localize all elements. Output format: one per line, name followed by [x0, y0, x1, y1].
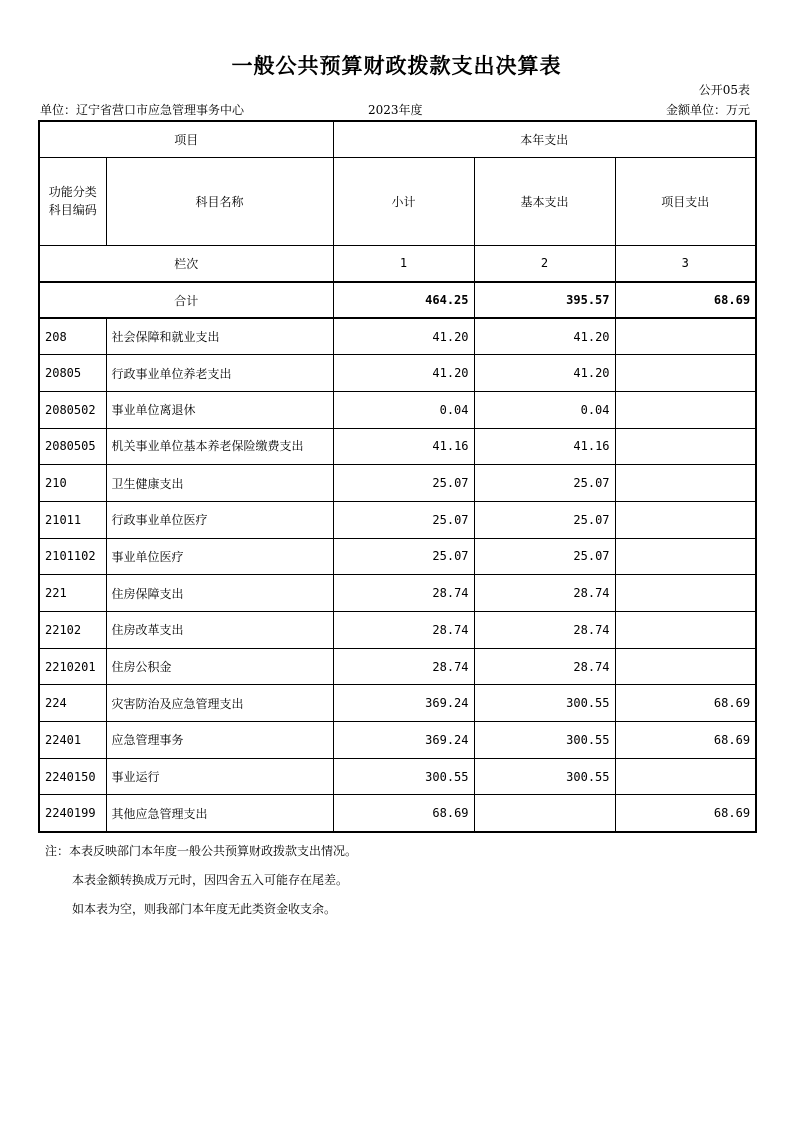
row-project: [615, 501, 756, 538]
year-label: 2023年度: [368, 103, 423, 117]
note-2: 本表金额转换成万元时，因四舍五入可能存在尾差。: [72, 873, 349, 887]
row-subtotal: 68.69: [333, 795, 474, 832]
row-code: 2080505: [39, 428, 106, 465]
row-subtotal: 41.20: [333, 318, 474, 355]
row-subtotal: 41.20: [333, 355, 474, 392]
row-project: [615, 575, 756, 612]
header-row-1: [39, 121, 756, 157]
row-code: 22102: [39, 612, 106, 649]
row-subtotal: 28.74: [333, 575, 474, 612]
row-basic: 28.74: [474, 612, 615, 649]
row-project: [615, 648, 756, 685]
row-project: [615, 758, 756, 795]
row-subtotal: 25.07: [333, 465, 474, 502]
row-name: 事业运行: [106, 758, 333, 795]
table-row: [39, 685, 756, 722]
table-row: [39, 795, 756, 832]
row-project: [615, 538, 756, 575]
row-name: 住房公积金: [106, 648, 333, 685]
header-project: 项目支出: [615, 157, 756, 245]
row-project: [615, 391, 756, 428]
header-func-code: [39, 157, 106, 245]
row-code: 20805: [39, 355, 106, 392]
table-row: [39, 428, 756, 465]
row-code: 208: [39, 318, 106, 355]
row-basic: 300.55: [474, 722, 615, 759]
row-subtotal: 25.07: [333, 538, 474, 575]
table-row: [39, 758, 756, 795]
header-func-code-line1: 功能分类: [48, 185, 97, 199]
row-name: 社会保障和就业支出: [106, 318, 333, 355]
row-basic: 25.07: [474, 501, 615, 538]
column-number-label: 栏次: [39, 245, 333, 282]
row-project: 68.69: [615, 685, 756, 722]
notes: [45, 837, 357, 924]
row-name: 灾害防治及应急管理支出: [106, 685, 333, 722]
header-basic: 基本支出: [474, 157, 615, 245]
row-name: 事业单位医疗: [106, 538, 333, 575]
row-code: 22401: [39, 722, 106, 759]
table-row: [39, 538, 756, 575]
row-code: 2080502: [39, 391, 106, 428]
page-title: 一般公共预算财政拨款支出决算表: [231, 54, 562, 78]
data-rows: [39, 318, 756, 832]
table-row: [39, 648, 756, 685]
row-name: 应急管理事务: [106, 722, 333, 759]
note-1: 注：本表反映部门本年度一般公共预算财政拨款支出情况。: [45, 844, 358, 858]
row-project: [615, 355, 756, 392]
table-row: [39, 501, 756, 538]
row-basic: 41.16: [474, 428, 615, 465]
row-basic: 25.07: [474, 538, 615, 575]
money-unit-label: 金额单位：万元: [665, 103, 750, 117]
row-project: [615, 318, 756, 355]
row-code: 2240150: [39, 758, 106, 795]
row-subtotal: 25.07: [333, 501, 474, 538]
header-current-year-expense: 本年支出: [333, 121, 756, 157]
row-code: 2240199: [39, 795, 106, 832]
header-func-code-line2: 科目编码: [48, 203, 97, 217]
row-code: 210: [39, 465, 106, 502]
row-basic: 28.74: [474, 648, 615, 685]
header-row-2: [39, 157, 756, 245]
row-code: 21011: [39, 501, 106, 538]
row-subtotal: 369.24: [333, 722, 474, 759]
row-subtotal: 369.24: [333, 685, 474, 722]
form-number: 公开05表: [698, 83, 750, 97]
total-subtotal: 464.25: [333, 282, 474, 318]
unit-label: 单位：辽宁省营口市应急管理事务中心: [40, 103, 245, 117]
note-3: 如本表为空，则我部门本年度无此类资金收支余。: [72, 902, 337, 916]
row-name: 其他应急管理支出: [106, 795, 333, 832]
row-project: [615, 465, 756, 502]
row-subtotal: 41.16: [333, 428, 474, 465]
row-name: 行政事业单位养老支出: [106, 355, 333, 392]
header-item: 项目: [39, 121, 333, 157]
table-row: [39, 575, 756, 612]
header-subtotal: 小计: [333, 157, 474, 245]
row-basic: 25.07: [474, 465, 615, 502]
row-name: 事业单位离退休: [106, 391, 333, 428]
table-row: [39, 355, 756, 392]
row-code: 2101102: [39, 538, 106, 575]
row-basic: 41.20: [474, 318, 615, 355]
row-name: 机关事业单位基本养老保险缴费支出: [106, 428, 333, 465]
row-name: 卫生健康支出: [106, 465, 333, 502]
row-subtotal: 0.04: [333, 391, 474, 428]
row-code: 221: [39, 575, 106, 612]
row-basic: 300.55: [474, 685, 615, 722]
column-number-2: 2: [474, 245, 615, 282]
table-row: [39, 722, 756, 759]
total-label: 合计: [39, 282, 333, 318]
row-basic: [474, 795, 615, 832]
row-project: 68.69: [615, 722, 756, 759]
row-subtotal: 28.74: [333, 612, 474, 649]
row-basic: 28.74: [474, 575, 615, 612]
row-code: 224: [39, 685, 106, 722]
table-row: [39, 318, 756, 355]
row-project: [615, 612, 756, 649]
table-row: [39, 612, 756, 649]
row-project: [615, 428, 756, 465]
row-subtotal: 28.74: [333, 648, 474, 685]
row-name: 住房改革支出: [106, 612, 333, 649]
table-row: [39, 391, 756, 428]
row-code: 2210201: [39, 648, 106, 685]
column-number-row: [39, 245, 756, 282]
expense-table: [38, 120, 757, 833]
row-basic: 41.20: [474, 355, 615, 392]
row-project: 68.69: [615, 795, 756, 832]
column-number-3: 3: [615, 245, 756, 282]
total-project: 68.69: [615, 282, 756, 318]
row-name: 行政事业单位医疗: [106, 501, 333, 538]
row-basic: 0.04: [474, 391, 615, 428]
row-subtotal: 300.55: [333, 758, 474, 795]
row-basic: 300.55: [474, 758, 615, 795]
total-basic: 395.57: [474, 282, 615, 318]
row-name: 住房保障支出: [106, 575, 333, 612]
table-row: [39, 465, 756, 502]
column-number-1: 1: [333, 245, 474, 282]
header-subject-name: 科目名称: [106, 157, 333, 245]
total-row: [39, 282, 756, 318]
